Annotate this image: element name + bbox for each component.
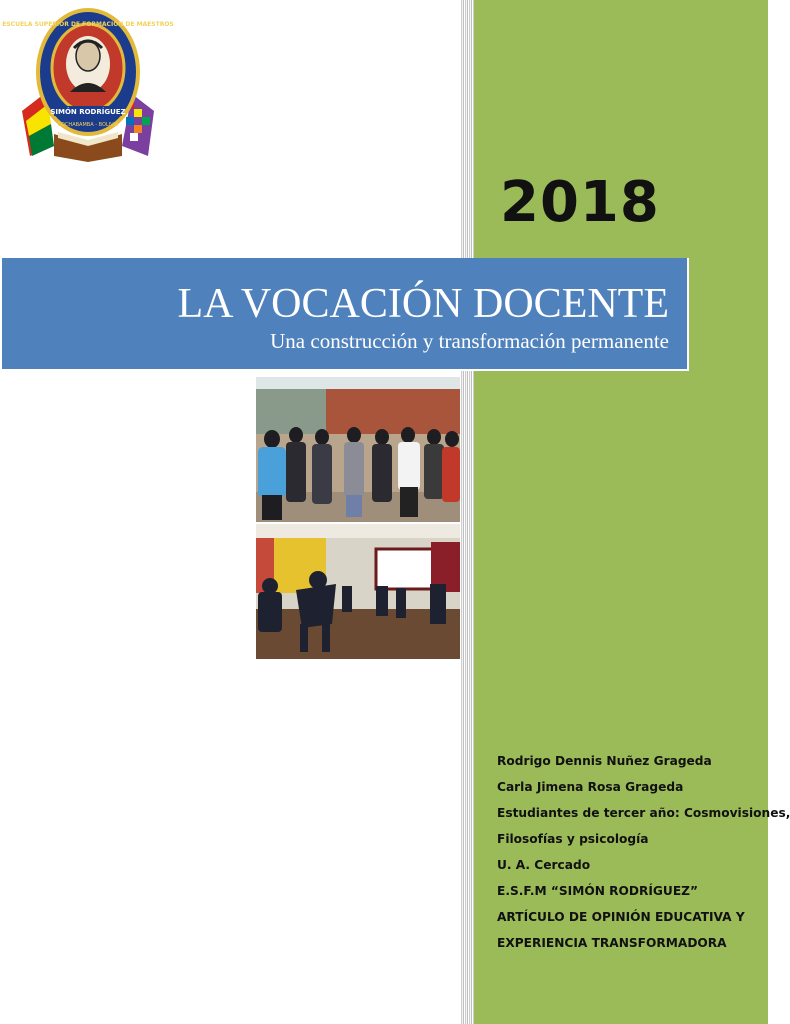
institution: E.S.F.M “SIMÓN RODRÍGUEZ” [497, 884, 699, 898]
svg-text:SIMÓN RODRÍGUEZ: SIMÓN RODRÍGUEZ [50, 108, 126, 116]
document-title: LA VOCACIÓN DOCENTE [177, 281, 669, 327]
classroom-activity-photo [256, 524, 460, 659]
students-group-photo [256, 377, 460, 522]
course-line-1: Estudiantes de tercer año: Cosmovisiones, [497, 806, 790, 820]
classroom-activity-photo-icon [256, 524, 460, 659]
title-banner [2, 258, 689, 371]
article-type-line-1: ARTÍCULO DE OPINIÓN EDUCATIVA Y [497, 910, 745, 924]
author-2: Carla Jimena Rosa Grageda [497, 780, 684, 794]
group-of-students-photo-icon [256, 377, 460, 522]
unit: U. A. Cercado [497, 858, 591, 872]
article-type-line-2: EXPERIENCIA TRANSFORMADORA [497, 936, 727, 950]
author-1: Rodrigo Dennis Nuñez Grageda [497, 754, 712, 768]
course-line-2: Filosofías y psicología [497, 832, 649, 846]
document-subtitle: Una construcción y transformación permanente [270, 329, 669, 353]
svg-text:ESCUELA SUPERIOR DE FORMACIÓN: ESCUELA SUPERIOR DE FORMACIÓN DE MAESTROS [2, 21, 174, 28]
year-heading: 2018 [500, 170, 660, 235]
decorative-stripes [461, 0, 474, 1024]
credits-block [497, 748, 790, 956]
seal-icon [2, 6, 174, 162]
institution-logo [2, 6, 174, 162]
svg-text:COCHABAMBA - BOLIVIA: COCHABAMBA - BOLIVIA [57, 122, 119, 128]
